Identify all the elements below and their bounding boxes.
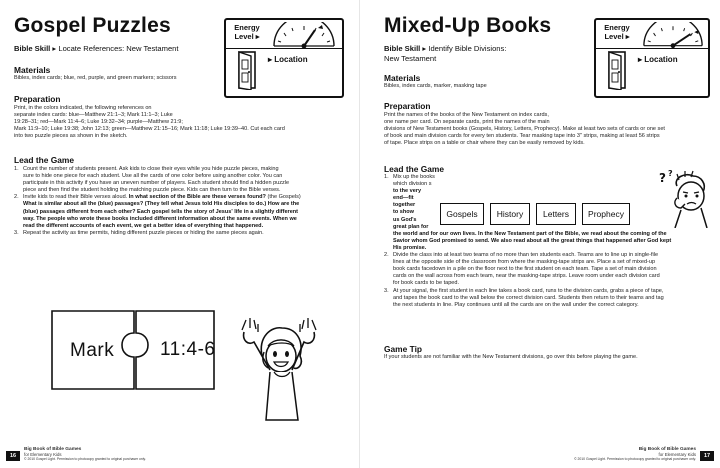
step-line: piece and then find the student holding the matching puzzle piece. Kids can then turn to the Bible verses. — [23, 187, 281, 194]
step-line: lines at the opposite side of the classroom from where the masking-tape strips are. Place a set of mixed-up — [393, 259, 656, 266]
step-line: which division s — [393, 181, 432, 188]
step-bold: His promise. — [393, 244, 427, 251]
level-text: Level — [604, 32, 624, 41]
step-line: for book cards to be taped. — [393, 280, 459, 287]
bible-skill — [384, 44, 506, 63]
bible-skill-text-2: New Testament — [384, 53, 437, 63]
step-number: 1. — [384, 174, 389, 180]
page-title: Mixed-Up Books — [384, 14, 552, 37]
step-line: Repeat the activity as time permits, hiding different puzzle pieces or hiding the same pieces again. — [23, 229, 264, 236]
footer-title: Big Book of Bible Games — [638, 447, 696, 452]
location-text: Location — [274, 55, 308, 64]
level-word: Level ▸ — [234, 32, 260, 41]
game-tip-text: If your students are not familiar with the New Testament divisions, go over this before playing the game. — [384, 354, 638, 360]
step-3 — [384, 288, 714, 309]
step-question: read the different accounts of each event, we get a better idea of everything that happened. — [23, 222, 264, 229]
bible-skill-text: Locate References: New Testament — [58, 44, 179, 53]
step-line — [393, 245, 714, 252]
lead-the-game-heading: Lead the Game — [384, 164, 445, 174]
page-title: Gospel Puzzles — [14, 14, 171, 37]
step-number: 2. — [14, 194, 19, 201]
step-bold: to the very — [393, 188, 422, 195]
step-line — [393, 231, 714, 238]
level-text: Level — [234, 32, 254, 41]
step-line: cards on the wall across from each team, near the masking-tape strips. Leave room under each division card — [393, 273, 660, 280]
step-bold: us God's — [393, 216, 417, 223]
step-line — [23, 194, 344, 201]
step-line: book cards facedown in a pile on the floor next to the first student on each team. Tape a set of main division — [393, 266, 657, 273]
svg-text:?: ? — [659, 171, 666, 185]
energy-gauge-icon — [270, 22, 338, 48]
energy-gauge-icon — [640, 22, 706, 48]
footer-legal: © 2010 Gospel Light. Permission to photocopy granted to original purchaser only. — [24, 457, 146, 461]
step-number: 3. — [14, 229, 19, 236]
level-word: Level ▸ — [604, 32, 630, 41]
bible-skill-label: Bible Skill — [14, 44, 51, 53]
step-line — [23, 223, 344, 230]
prep-line: of tape. Place strips on a table or chair where they can be easily removed by kids. — [384, 140, 585, 147]
step-line — [23, 216, 344, 223]
step-1 — [14, 166, 344, 194]
prep-line: separate index cards: blue—Matthew 21:1–3; Mark 11:1–3; Luke — [14, 112, 173, 119]
step-number: 3. — [384, 287, 389, 294]
step-bold: to show — [393, 209, 414, 216]
energy-level-row — [596, 20, 708, 49]
door-icon — [237, 50, 259, 90]
prep-line: divisions of New Testament books (Gospels, History, Letters, Prophecy). Make at least two sets of cards or one set — [384, 126, 665, 133]
step-question: In what section of the Bible are these verses found? — [128, 194, 266, 201]
footer — [574, 446, 696, 462]
page-number: 16 — [6, 451, 20, 461]
footer-subtitle: for Elementary Kids — [24, 452, 62, 457]
bible-skill-label: Bible Skill — [384, 44, 421, 53]
step-2 — [384, 252, 714, 287]
bible-skill-text: Identify Bible Divisions: — [428, 44, 507, 53]
division-card-letters: Letters — [536, 203, 576, 225]
step-bold: the world and for our own lives. In the New Testament part of the Bible, we read about the coming of the — [393, 230, 667, 237]
location-label: ▸ Location — [268, 55, 308, 64]
steps-list — [14, 166, 344, 237]
step-line: At your signal, the first student in each line takes a book card, runs to the division cards, grabs a piece of tape, — [393, 287, 664, 294]
prep-line: Print the names of the books of the New Testament on index cards, — [384, 112, 549, 118]
location-text: Location — [644, 55, 678, 64]
step-line — [393, 238, 714, 245]
prep-line: 19:28–31; red—Mark 11:4–6; Luke 19:32–34; purple—Matthew 21:9; — [14, 119, 183, 126]
prep-line: one name per card. On separate cards, print the names of the main — [384, 119, 550, 126]
step-line: Divide the class into at least two teams of no more than ten students each. Teams are to line up in single-file — [393, 252, 659, 259]
game-tip-heading: Game Tip — [384, 344, 423, 354]
footer-subtitle: for Elementary Kids — [658, 452, 696, 457]
step-text: Invite kids to read their Bible verses aloud. — [23, 194, 129, 201]
puzzle-book: Mark — [70, 340, 115, 361]
step-question: (blue) passages different from each other? Each gospel tells the story of Jesus' life in a slightly different — [23, 208, 299, 215]
footer — [24, 446, 146, 462]
division-card-prophecy: Prophecy — [582, 203, 630, 225]
preparation-heading: Preparation — [14, 94, 61, 104]
preparation-heading: Preparation — [384, 101, 431, 111]
svg-text:?: ? — [668, 169, 673, 178]
lead-the-game-heading: Lead the Game — [14, 155, 75, 165]
materials-text: Bibles, index cards; blue, red, purple, and green markers; scissors — [14, 75, 177, 81]
cheering-child-icon — [232, 312, 330, 422]
division-cards-illustration — [440, 203, 636, 227]
materials-heading: Materials — [384, 73, 421, 83]
step-3 — [14, 230, 344, 237]
step-question: What is similar about all the (blue) passages? (They tell what Jesus told His disciples to do.) How are the — [23, 201, 300, 208]
energy-level-label — [230, 23, 264, 41]
energy-location-box — [594, 18, 710, 98]
prep-line: Mark 11:9–10; Luke 19:38; John 12:13; green—Matthew 21:15–16; Mark 11:18; Luke 19:39–40. Cut each card — [14, 126, 285, 133]
step-number: 1. — [14, 166, 19, 172]
chevron-right-icon: ▸ — [52, 44, 59, 53]
division-card-gospels: Gospels — [440, 203, 484, 225]
step-line: sure to hide one piece for each student. Use all the cards of one color before using another color. You can — [23, 173, 283, 180]
energy-location-box — [224, 18, 344, 98]
location-label: ▸ Location — [638, 55, 678, 64]
step-line — [23, 209, 344, 216]
step-bold: end—fit — [393, 195, 414, 202]
step-bold: great plan for — [393, 223, 429, 230]
puzzle-reference: 11:4-6 — [160, 339, 216, 360]
prep-line: Print, in the colors indicated, the following references on — [14, 105, 152, 111]
step-line: Mix up the books — [393, 174, 435, 180]
materials-heading: Materials — [14, 65, 51, 75]
step-question: way. The people who wrote these books included different information about the same events. When we — [23, 215, 297, 222]
division-card-history: History — [490, 203, 530, 225]
step-line: Count the number of students present. Ask kids to close their eyes while you hide puzzle pieces, making — [23, 166, 279, 172]
step-bold: Savior whom God promised to send. We also read about all the great things that happened after God kept — [393, 237, 672, 244]
prep-line: into two puzzle pieces as shown in the sketch. — [14, 133, 128, 140]
materials-text: Bibles, index cards, marker, masking tape — [384, 83, 487, 89]
step-2 — [14, 194, 344, 229]
step-number: 2. — [384, 252, 389, 259]
step-line — [23, 201, 344, 208]
chevron-right-icon: ▸ — [422, 44, 429, 53]
thinking-child-icon — [655, 168, 713, 228]
step-line: and tapes the book card to the wall below the correct division card. Students then return to their teams and tag — [393, 294, 664, 301]
energy-level-label — [600, 23, 634, 41]
step-line: the next students in line. Play continues until all the cards are on the wall under the correct category. — [393, 301, 639, 308]
step-answer: (the Gospels) — [265, 194, 301, 201]
page-number: 17 — [700, 451, 714, 461]
footer-legal: © 2010 Gospel Light. Permission to photocopy granted to original purchaser only. — [574, 457, 696, 461]
right-page — [360, 0, 720, 468]
energy-word: Energy — [604, 23, 630, 32]
preparation-text — [14, 105, 285, 140]
prep-line: of book and main division cards for every ten students. Tear masking tape into 3" strips, making at least 56 strips — [384, 133, 660, 140]
door-icon — [607, 50, 629, 90]
energy-level-row — [226, 20, 342, 49]
bible-skill — [14, 44, 179, 54]
preparation-text — [384, 112, 714, 147]
energy-word: Energy — [234, 23, 260, 32]
footer-title: Big Book of Bible Games — [24, 447, 82, 452]
step-line: participate in this activity if you have an uneven number of players. Each student should find a hidden puzzle — [23, 180, 290, 187]
step-bold: together — [393, 202, 416, 209]
